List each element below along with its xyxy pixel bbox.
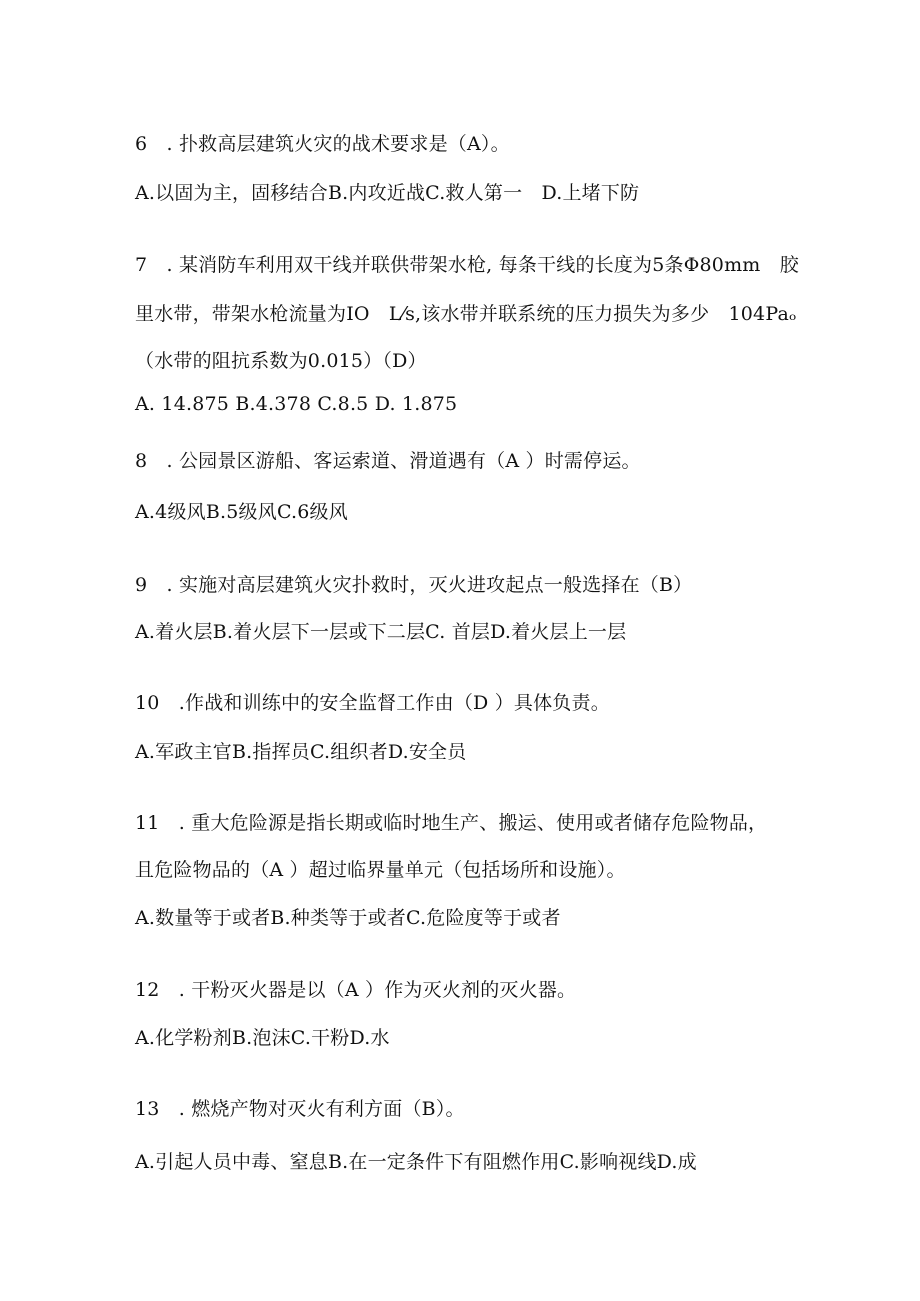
question-options: A.引起人员中毒、窒息B.在一定条件下有阻燃作用C.影响视线D.成 [135,1151,697,1173]
question-stem: 9 . 实施对高层建筑火灾扑救时，灭火进攻起点一般选择在（B） [135,574,693,596]
question-options: A.化学粉剂B.泡沫C.干粉D.水 [135,1027,390,1049]
question-stem: 8 . 公园景区游船、客运索道、滑道遇有（A ）时需停运。 [135,450,641,472]
question-stem: 11 . 重大危险源是指长期或临时地生产、搬运、使用或者储存危险物品， [135,812,768,834]
question-options: A. 14.875 B.4.378 C.8.5 D. 1.875 [135,393,458,415]
question-options: A.以固为主，固移结合B.内攻近战C.救人第一 D.上堵下防 [135,182,640,204]
question-stem: 12 . 干粉灭火器是以（A ）作为灭火剂的灭火器。 [135,979,577,1001]
question-options: A.4级风B.5级风C.6级风 [135,501,348,523]
question-options: A.着火层B.着火层下一层或下二层C. 首层D.着火层上一层 [135,621,627,643]
question-stem: 13 . 燃烧产物对灭火有利方面（B）。 [135,1098,465,1120]
question-options: A.数量等于或者B.种类等于或者C.危险度等于或者 [135,907,561,929]
question-stem: 里水带，带架水枪流量为IO L⁄s,该水带并联系统的压力损失为多少 104Paₒ [135,303,797,325]
question-stem: 6 . 扑救高层建筑火灾的战术要求是（A）。 [135,133,510,155]
question-stem: 7 . 某消防车利用双干线并联供带架水枪, 每条干线的长度为5条Φ80mm 胶 [135,254,799,276]
question-options: A.军政主官B.指挥员C.组织者D.安全员 [135,741,467,763]
question-stem: 10 .作战和训练中的安全监督工作由（D ）具体负责。 [135,692,610,714]
question-stem: （水带的阻抗系数为0.015）（D） [135,350,427,372]
question-stem: 且危险物品的（A ）超过临界量单元（包括场所和设施）。 [135,859,626,881]
